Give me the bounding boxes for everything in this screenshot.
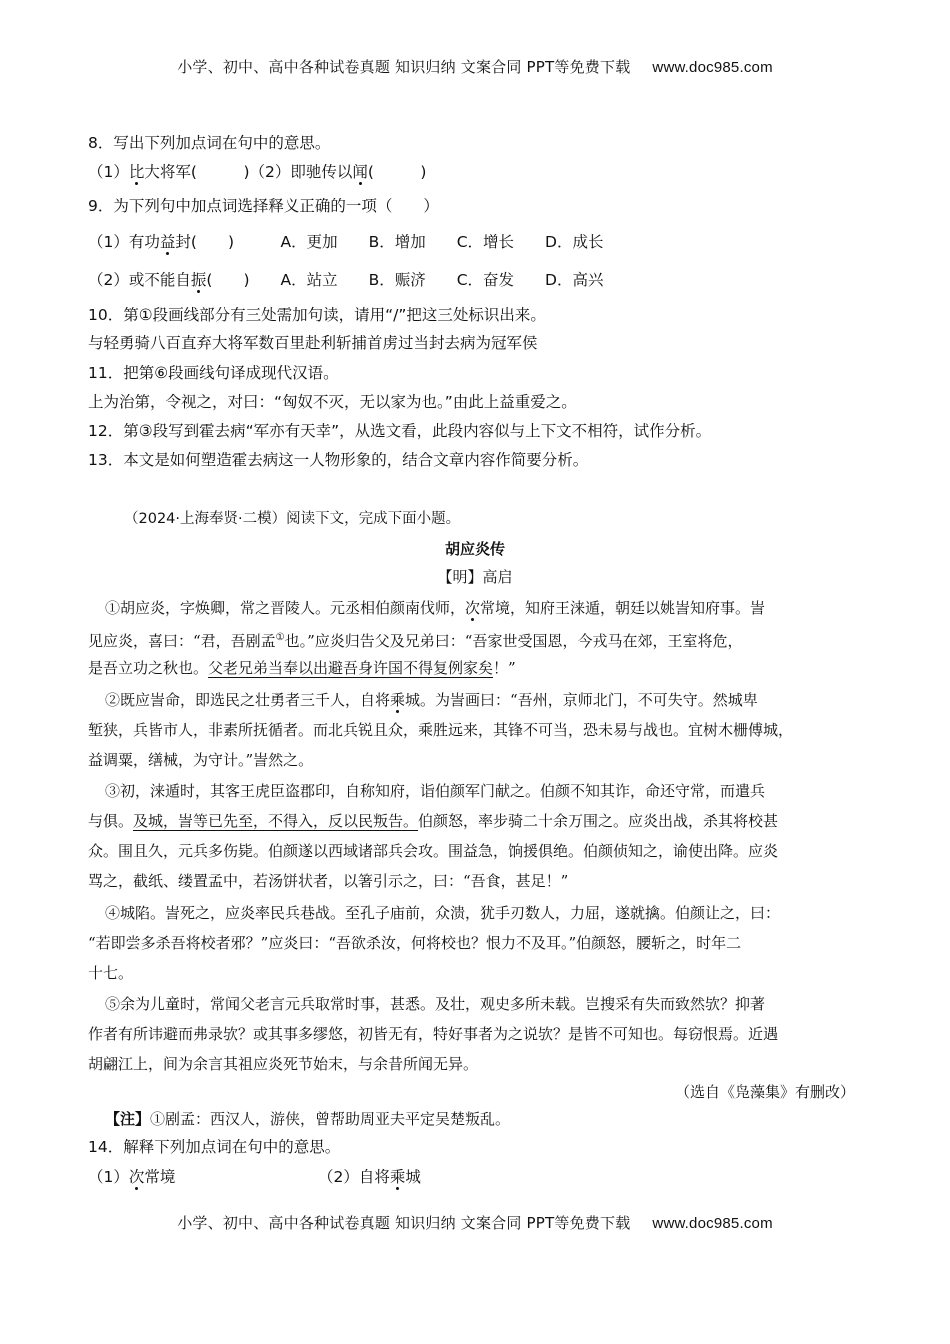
q11-title: 11．把第⑥段画线句译成现代汉语。	[88, 364, 339, 382]
q14-item-2: （2）自将乘城	[318, 1168, 421, 1186]
passage-intro: （2024·上海奉贤·二模）阅读下文，完成下面小题。	[124, 511, 461, 527]
paragraph-2-line-3: 益调粟，缮械，为守计。”訔然之。	[88, 751, 314, 769]
dotted-char: 振	[190, 271, 207, 289]
dotted-char: 乘	[390, 691, 406, 709]
footer-site-link[interactable]: www.doc985.com	[652, 1215, 773, 1232]
paragraph-1-line-3: 是吾立功之秋也。父老兄弟当奉以出避吾身许国不得复例家矣！”	[88, 659, 516, 677]
q13-title: 13．本文是如何塑造霍去病这一人物形象的，结合文章内容作简要分析。	[88, 451, 589, 469]
paragraph-3-line-1: ③初，涞遁时，其客王虎臣盗郡印，自称知府，诣伯颜军门献之。伯颜不知其诈，命还守常，而遣兵	[105, 782, 766, 800]
q12-title: 12．第③段写到霍去病“军亦有天幸”，从选文看，此段内容似与上下文不相符，试作分析。	[88, 422, 712, 440]
page-header	[0, 56, 950, 77]
paragraph-3-line-2: 与俱。及城，訔等已先至，不得入，反以民叛告。伯颜怒，率步骑二十余万围之。应炎出战，杀其将校甚	[88, 812, 779, 830]
dotted-char: 比	[128, 163, 145, 181]
paragraph-5-line-3: 胡翩江上，间为余言其祖应炎死节始末，与余昔所闻无异。	[88, 1055, 479, 1073]
passage-author: 【明】高启	[437, 568, 513, 586]
passage-source: （选自《凫藻集》有删改）	[674, 1083, 855, 1101]
q14-items: （1）次常境	[88, 1168, 176, 1186]
footnote-marker: ①	[275, 632, 285, 643]
paragraph-4-line-1: ④城陷。訔死之，应炎率民兵巷战。至孔子庙前，众溃，犹手刃数人，力屈，遂就擒。伯颜让之，曰：	[105, 904, 781, 922]
q9-title: 9．为下列句中加点词选择释义正确的一项（ ）	[88, 197, 439, 215]
paragraph-2-line-1: ②既应訔命，即选民之壮勇者三千人，自将乘城。为訔画曰：“吾州，京师北门，不可失守。然城卑	[105, 691, 758, 709]
header-text: 小学、初中、高中各种试卷真题 知识归纳 文案合同 PPT等免费下载	[177, 58, 631, 76]
q10-title: 10．第①段画线部分有三处需加句读，请用“/”把这三处标识出来。	[88, 306, 546, 324]
paragraph-1-line-1: ①胡应炎，字焕卿，常之晋陵人。元丞相伯颜南伐师，次常境，知府王涞遁，朝廷以姚訔知府事。訔	[105, 599, 766, 617]
dotted-char: 次	[128, 1168, 145, 1186]
footer-text: 小学、初中、高中各种试卷真题 知识归纳 文案合同 PPT等免费下载	[177, 1214, 631, 1232]
dotted-char: 闻	[352, 163, 368, 181]
q9-item-2: （2）或不能自振( ) A．站立 B．赈济 C．奋发 D．高兴	[88, 271, 604, 289]
underlined-sentence: 及城，訔等已先至，不得入，反以民叛告。	[133, 812, 419, 830]
dotted-char: 益	[159, 233, 176, 251]
header-site-link[interactable]: www.doc985.com	[652, 59, 773, 76]
paragraph-4-line-3: 十七。	[88, 964, 134, 982]
underlined-sentence: 父老兄弟当奉以出避吾身许国不得复例家矣	[208, 659, 494, 677]
paragraph-5-line-1: ⑤余为儿童时，常闻父老言元兵取常时事，甚悉。及壮，观史多所未载。岂搜采有失而致然欤？抑著	[105, 995, 766, 1013]
q9-item-1: （1）有功益封( ) A．更加 B．增加 C．增长 D．成长	[88, 233, 604, 251]
q8-items: （1）比大将军( )（2）即驰传以闻( )	[88, 163, 427, 181]
paragraph-4-line-2: “若即尝多杀吾将校者邪？”应炎曰：“吾欲杀汝，何将校也？恨力不及耳。”伯颜怒，腰斩之，时年二	[88, 934, 742, 952]
q10-text: 与轻勇骑八百直弃大将军数百里赴利斩捕首虏过当封去病为冠军侯	[88, 334, 538, 352]
paragraph-3-line-4: 骂之，截纸、缕置孟中，若汤饼状者，以箸引示之，曰：“吾食，甚足！”	[88, 872, 569, 890]
paragraph-3-line-3: 众。围且久，元兵多伤毙。伯颜遂以西域诸部兵会攻。围益急，饷援俱绝。伯颜侦知之，谕使出降。应炎	[88, 842, 779, 860]
paragraph-2-line-2: 堑狭，兵皆市人，非素所抚循者。而北兵锐且众，乘胜远来，其锋不可当，恐未易与战也。宜树木栅傅城，	[88, 721, 794, 739]
passage-title: 胡应炎传	[444, 540, 505, 558]
dotted-char: 次	[465, 599, 481, 617]
q11-text: 上为治第，令视之，对曰：“匈奴不灭，无以家为也。”由此上益重爱之。	[88, 393, 577, 411]
q8-title: 8．写出下列加点词在句中的意思。	[88, 134, 331, 152]
paragraph-1-line-2: 见应炎，喜曰：“君，吾剧孟①也。”应炎归告父及兄弟曰：“吾家世受国恩，今戎马在郊，王室将危，	[88, 632, 743, 650]
page-footer	[0, 1212, 950, 1233]
dotted-char: 乘	[389, 1168, 406, 1186]
q14-title: 14．解释下列加点词在句中的意思。	[88, 1138, 341, 1156]
paragraph-5-line-2: 作者有所讳避而弗录欤？或其事多缪悠，初皆无有，特好事者为之说欤？是皆不可知也。每窃恨焉。近遇	[88, 1025, 779, 1043]
footnote: 【注】①剧孟：西汉人，游侠，曾帮助周亚夫平定吴楚叛乱。	[105, 1110, 511, 1128]
